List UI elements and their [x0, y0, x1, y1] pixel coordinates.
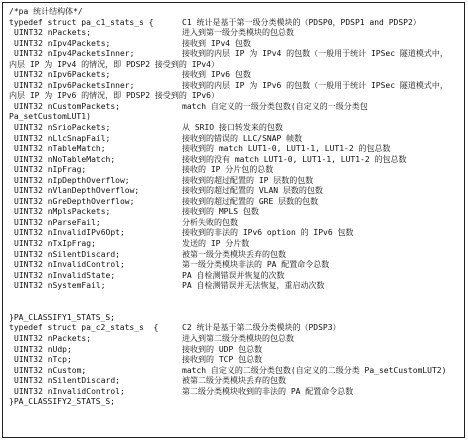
field-line [9, 123, 460, 134]
field-declaration: UINT32 nPackets; [14, 28, 92, 38]
field-comment: 进入到第二级分类模块的包总数 [182, 333, 294, 343]
struct2-open-comment: C2 统计是基于第二级分类模块的（PDSP3） [182, 323, 341, 333]
field-comment: 接收到的内层 IP 为 IPv6 的包数（一般用于统计 IPSec 隧道模式中， [182, 80, 448, 90]
field-line [9, 355, 460, 366]
field-comment: 接收到的 UDP 包总数 [182, 344, 263, 354]
field-declaration: UINT32 nSilentDiscard; [14, 376, 120, 386]
blank-line [9, 302, 460, 313]
struct1-open-comment: C1 统计是基于第一级分类模块的（PDSP0，PDSP1 and PDSP2） [182, 17, 421, 27]
field-comment: 接收到的超过配置的 GRE 层数的包数 [182, 196, 319, 206]
field-line [9, 28, 460, 39]
field-comment-continuation: 内层 IP 为 IPv4 的情况，即 PDSP2 接受到的 IPv4） [9, 59, 219, 69]
comment-continuation-line [9, 60, 460, 71]
code-line-struct1-open [9, 18, 460, 29]
field-comment: 接收到 IPv4 包数 [182, 38, 251, 48]
field-declaration: UINT32 nSystemFail; [14, 281, 106, 291]
field-declaration: UINT32 nIpDepthOverflow; [14, 175, 130, 185]
struct2-close: }PA_CLASSIFY2_STATS_S; [9, 397, 115, 407]
struct2-fields [9, 334, 460, 397]
field-comment: 从 SRIO 接口转发来的包数 [182, 123, 283, 133]
field-comment: 接收到 IPv6 包数 [182, 70, 251, 80]
field-line [9, 239, 460, 250]
field-declaration: UINT32 nInvalidControl; [14, 386, 125, 396]
code-listing-frame [2, 2, 465, 438]
field-comment: 接收到的 match LUT1-0, LUT1-1, LUT1-2 的包总数 [182, 144, 391, 154]
field-declaration: UINT32 nSilentDiscard; [14, 249, 120, 259]
field-comment: 接收的 IP 分片包的总数 [182, 165, 274, 175]
field-line [9, 197, 460, 208]
field-comment: 接收到的非法的 IPv6 option 的 IPv6 包数 [182, 228, 354, 238]
field-comment: 接收到的没有 match LUT1-0, LUT1-1, LUT1-2 的包总数 [182, 154, 407, 164]
field-line [9, 186, 460, 197]
field-declaration: UINT32 nVlanDepthOverflow; [14, 186, 140, 196]
field-line [9, 218, 460, 229]
field-comment: PA 自检测错误并无法恢复，重启动次数 [182, 281, 325, 291]
struct1-header-comment: /*pa 统计结构体*/ [9, 7, 83, 16]
field-declaration: UINT32 nSrioPackets; [14, 123, 111, 133]
field-line [9, 228, 460, 239]
comment-continuation-line [9, 91, 460, 102]
struct2-open: typedef struct pa_c2_stats_s { [9, 323, 159, 333]
field-comment: match 自定义的二级分类包数(自定义的二级分类 Pa_setCustomLUT2) [182, 365, 447, 375]
field-declaration: UINT32 nTableMatch; [14, 144, 106, 154]
field-comment: 接收到的超过配置的 IP 层数的包数 [182, 175, 314, 185]
field-comment: 接收到的错误的 LLC/SNAP 帧数 [182, 133, 303, 143]
field-comment: 接收到的 TCP 包总数 [182, 355, 263, 365]
field-line [9, 81, 460, 92]
field-line [9, 250, 460, 261]
field-line [9, 49, 460, 60]
code-line-struct2-open [9, 323, 460, 334]
field-line [9, 345, 460, 356]
field-comment: 分析失败的包数 [182, 217, 238, 227]
code-listing [9, 7, 460, 408]
field-comment: match 自定义的一级分类包数(自定义的一级分类包 [182, 101, 368, 111]
field-declaration: UINT32 nIpv6Packets; [14, 70, 111, 80]
field-line [9, 207, 460, 218]
field-declaration: UINT32 nLlcSnapFail; [14, 133, 111, 143]
field-line [9, 144, 460, 155]
field-declaration: UINT32 nUdp; [14, 344, 72, 354]
struct1-open: typedef struct pa_c1_stats_s { [9, 17, 154, 27]
blank-line [9, 292, 460, 303]
field-comment: PA 自检测错误并恢复的次数 [182, 270, 285, 280]
field-comment: 接收到的内层 IP 为 IPv4 的包数（一般用于统计 IPSec 隧道模式中， [182, 49, 448, 59]
field-declaration: UINT32 nInvalidIPv6Opt; [14, 228, 125, 238]
code-line-header-comment [9, 7, 460, 18]
field-comment-continuation: 内层 IP 为 IPv6 的情况，即 PDSP2 接受到的 IPv6） [9, 91, 219, 101]
field-declaration: UINT32 nInvalidState; [14, 270, 116, 280]
field-declaration: UINT32 nIpv6PacketsInner; [14, 80, 135, 90]
field-line [9, 165, 460, 176]
field-comment: 第二级分类模块收到的非法的 PA 配置命令总数 [182, 386, 354, 396]
field-line [9, 176, 460, 187]
field-comment: 进入到第一级分类模块的包总数 [182, 28, 294, 38]
field-comment: 被第一级分类模块丢弃的包数 [182, 249, 286, 259]
field-line [9, 102, 460, 113]
field-comment: 接收到的 MPLS 包数 [182, 207, 259, 217]
field-comment-continuation: Pa_setCustomLUT1) [9, 112, 91, 122]
field-line [9, 334, 460, 345]
field-declaration: UINT32 nIpFrag; [14, 165, 87, 175]
field-line [9, 70, 460, 81]
field-comment: 被第二级分类模块丢弃的包数 [182, 376, 286, 386]
struct1-close: }PA_CLASSIFY1_STATS_S; [9, 312, 115, 322]
field-line [9, 281, 460, 292]
field-line [9, 366, 460, 377]
field-comment: 接收到的超过配置的 VLAN 层数的包数 [182, 186, 323, 196]
field-declaration: UINT32 nIpv4PacketsInner; [14, 49, 135, 59]
field-declaration: UINT32 nTxIpFrag; [14, 239, 96, 249]
field-declaration: UINT32 nMplsPackets; [14, 207, 111, 217]
field-declaration: UINT32 nGreDepthOverflow; [14, 196, 135, 206]
field-declaration: UINT32 nCustomPackets; [14, 101, 120, 111]
field-declaration: UINT32 nNoTableMatch; [14, 154, 116, 164]
field-declaration: UINT32 nPackets; [14, 333, 92, 343]
field-comment: 第一级分类模块非法的 PA 配置命令总数 [182, 260, 330, 270]
field-declaration: UINT32 nIpv4Packets; [14, 38, 111, 48]
field-declaration: UINT32 nParseFail; [14, 217, 101, 227]
comment-continuation-line [9, 112, 460, 123]
field-declaration: UINT32 nTcp; [14, 355, 72, 365]
field-line [9, 155, 460, 166]
field-line [9, 260, 460, 271]
field-declaration: UINT32 nCustom; [14, 365, 87, 375]
field-declaration: UINT32 nInvalidControl; [14, 260, 125, 270]
field-line [9, 271, 460, 282]
code-line-struct2-close [9, 397, 460, 408]
code-line-struct1-close [9, 313, 460, 324]
struct1-fields [9, 28, 460, 292]
field-line [9, 134, 460, 145]
field-line [9, 39, 460, 50]
field-line [9, 387, 460, 398]
field-line [9, 376, 460, 387]
field-comment: 发送的 IP 分片数 [182, 239, 250, 249]
